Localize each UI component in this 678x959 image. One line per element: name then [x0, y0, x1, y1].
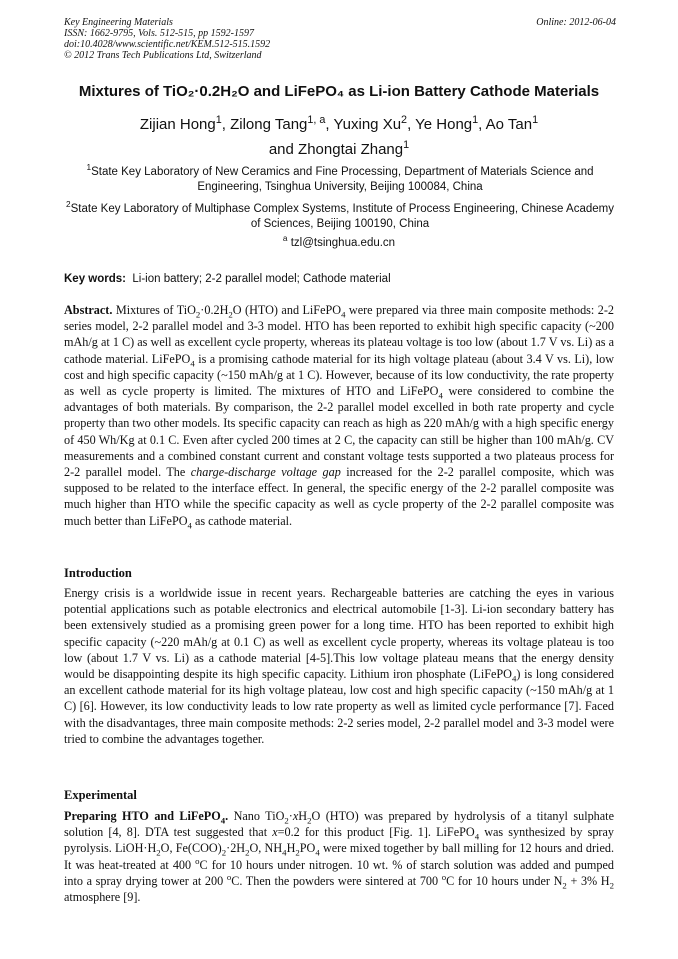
introduction-paragraph: Energy crisis is a worldwide issue in recent years. Rechargeable batteries are catching the eyes in various potential applications such as potable electronics and electrical automobile [1-3]. Li-ion secondary battery has been extensively studied as a promising green power for a long time. HTO has been reported to exhibit high specific capacity (~220 mAh/g at 0.1 C) as well as excellent cycle property, whereas its voltage plateau is too low (about 1.7 V vs. Li) as a cathode material [4-5].This low voltage plateau means that the energy density would be disappointing despite its high specific capacity. Lithium iron phosphate (LiFePO$_4$) is long considered an excellent cathode material for its high voltage plateau, low cost and high specific capacity (~150 mAh/g at 1 C) [6]. However, its low conductivity leads to low rate property as well as limited cycle performance [7]. Faced with the disadvantages, three main composite methods: 2-2 series model, 2-2 parallel model and 3-3 model were tried to combine the advantages together.	[64, 586, 614, 746]
authors-joiner: and	[268, 141, 294, 158]
affiliation-mark: 1	[86, 163, 92, 173]
affiliation-2	[64, 202, 616, 232]
author-name: Yuxing Xu	[333, 116, 402, 133]
keywords-text: Li-ion battery; 2-2 parallel model; Cathode material	[132, 273, 391, 285]
experimental-subheading: Preparing HTO and LiFePO$_4$.	[64, 809, 229, 826]
affiliation-1	[64, 165, 616, 195]
author-list-continued	[0, 141, 678, 158]
author-mark: 2	[401, 114, 408, 126]
affiliation-mark: 2	[66, 200, 71, 210]
keywords	[64, 273, 616, 285]
journal-header	[64, 17, 616, 61]
email-address[interactable]: tzl@tsinghua.edu.cn	[290, 237, 396, 249]
copyright-line: © 2012 Trans Tech Publications Ltd, Switzerland	[64, 50, 262, 61]
abstract-label: Abstract.	[64, 303, 113, 317]
paper-title: Mixtures of TiO₂·0.2H₂O and LiFePO₄ as Li-ion Battery Cathode Materials	[78, 83, 600, 100]
author-name: Zhongtai Zhang	[298, 141, 404, 158]
journal-name: Key Engineering Materials	[64, 17, 173, 28]
author-name: Zilong Tang	[230, 116, 308, 133]
doi-line[interactable]: doi:10.4028/www.scientific.net/KEM.512-515.1592	[64, 39, 271, 50]
author-name: Ao Tan	[485, 116, 533, 133]
experimental-paragraph: Preparing HTO and LiFePO$_4$. Nano $TiO_2\cdot xH_2O$ (HTO) was prepared by hydrolysis of a titanyl sulphate solution [4, 8]. DTA test suggested that x=0.2 for this product [Fig. 1]. LiFePO$_4$ was synthesized by spray pyrolysis. $LiOH\cdot H_2O$, $Fe(COO)_2\cdot 2H_2O$, $NH_4H_2PO_4$ were mixed together by ball milling for 12 hours and dried. It was heat-treated at 400 $^o$C for 10 hours under nitrogen. 10 wt. % of starch solution was added and pumped into a spray drying tower at 200 $^o$C. Then the powders were sintered at 700 $^o$C for 10 hours under $N_2 + 3\%$ $H_2$ atmosphere [9].	[64, 809, 615, 905]
corresponding-email	[0, 234, 678, 249]
author-mark: 1	[472, 114, 479, 126]
author-mark: 1	[215, 114, 222, 126]
abstract-paragraph: Abstract. Mixtures of $TiO_2\cdot 0.2H_2O$ (HTO) and LiFePO$_4$ were prepared via three main composite methods: 2-2 series model, 2-2 parallel model and 3-3 model. HTO has been reported to exhibit high specific capacity (~200 mAh/g at 1 C) as well as excellent cycle property, whereas its plateau voltage is too low (about 1.7 V vs. Li) as a cathode material. LiFePO$_4$ is a promising cathode material for its high voltage plateau (about 3.4 V vs. Li), low cost and high specific capacity (~150 mAh/g at 1 C). However, because of its low conductivity, the rate property as well as cycle property is limited. The mixtures of HTO and LiFePO$_4$ were considered to combine the advantages of both materials. By comparison, the 2-2 parallel model excelled in both rate property and cycle property than two other models. Its specific capacity can reach as high as 220 mAh/g with a high specific energy of 450 Wh/Kg at 0.1 C. Even after cycled 200 times at 2 C, the capacity can still be higher than 100 mAh/g. CV measurements and a combined constant current and constant voltage tests supported a two plateaus process for 2-2 parallel model. The charge-discharge voltage gap increased for the 2-2 parallel composite, which was supposed to be related to the interface effect. In general, the specific energy of the 2-2 parallel composite was much higher than HTO while the specific capacity as well as cycle property of the 2-2 parallel composite was much better than LiFePO$_4$ as cathode material.	[64, 303, 615, 531]
author-list: Zijian Hong$^1$, Zilong Tang$^{1, a}$, Yuxing Xu$^2$, Ye Hong$^1$, Ao Tan$^1$	[139, 114, 539, 133]
affiliation-text: State Key Laboratory of New Ceramics and Fine Processing, Department of Materials Science and Engineering, Tsinghua University, Beijing 100084, China	[91, 166, 594, 193]
experimental-heading: Experimental	[64, 788, 137, 802]
issn-line: ISSN: 1662-9795, Vols. 512-515, pp 1592-1597	[64, 28, 254, 39]
author-mark: 1	[532, 114, 539, 126]
author-mark: 1, a	[307, 114, 326, 126]
author-mark: 1	[403, 139, 410, 151]
author-name: Zijian Hong	[139, 116, 216, 133]
email-mark: a	[282, 234, 288, 244]
introduction-heading: Introduction	[64, 566, 132, 580]
author-name: Ye Hong	[415, 116, 473, 133]
online-date: Online: 2012-06-04	[536, 17, 616, 28]
keywords-label: Key words:	[64, 273, 126, 285]
affiliation-text: State Key Laboratory of Multiphase Complex Systems, Institute of Process Engineering, Chinese Academy of Sciences, Beijing 100190, China	[70, 203, 614, 230]
